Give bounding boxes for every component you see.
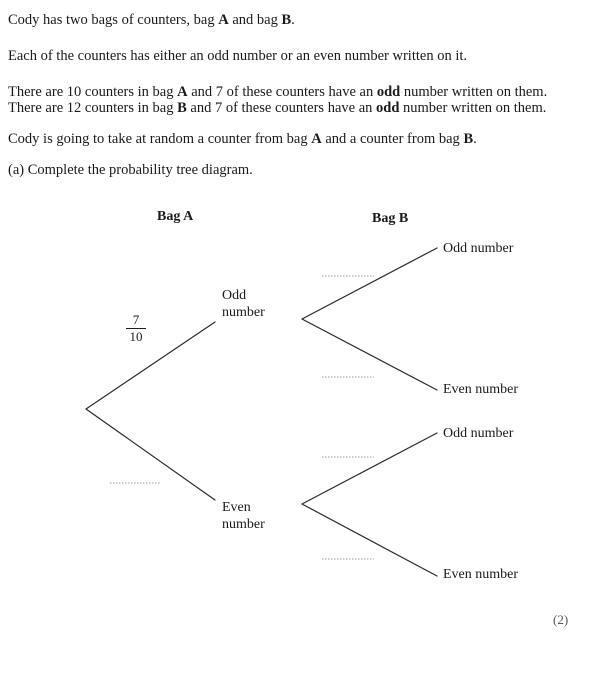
label-a-odd: Odd number bbox=[222, 288, 265, 320]
branch-a-odd bbox=[86, 322, 215, 409]
label-b-even-top: Even number bbox=[443, 382, 519, 397]
branch-b-odd-bottom bbox=[302, 433, 437, 504]
bag-a-info: There are 10 counters in bag A and 7 of these counters have an odd number written on them. bbox=[8, 84, 548, 100]
bag-b-heading: Bag B bbox=[372, 211, 409, 226]
branch-b-even-bottom bbox=[302, 504, 437, 576]
probability-odd-a bbox=[122, 313, 150, 344]
branch-b-odd-top bbox=[302, 248, 437, 319]
bag-b-info: There are 12 counters in bag B and 7 of these counters have an odd number written on them. bbox=[8, 100, 547, 116]
branch-b-even-top bbox=[302, 319, 437, 390]
bag-a-heading: Bag A bbox=[157, 209, 194, 224]
label-b-odd-top: Odd number bbox=[443, 241, 514, 256]
part-a-prompt: (a) Complete the probability tree diagram. bbox=[8, 162, 253, 178]
counters-description: Each of the counters has either an odd number or an even number written on it. bbox=[8, 48, 468, 64]
label-b-even-bottom: Even number bbox=[443, 567, 519, 582]
label-b-odd-bottom: Odd number bbox=[443, 426, 514, 441]
fraction-denominator: 10 bbox=[129, 329, 143, 344]
marks-indicator: (2) bbox=[553, 612, 569, 627]
fraction-numerator: 7 bbox=[132, 312, 140, 327]
branch-a-even bbox=[86, 409, 215, 500]
label-a-even: Even number bbox=[222, 500, 265, 532]
selection-info: Cody is going to take at random a counter from bag A and a counter from bag B. bbox=[8, 131, 477, 147]
intro-line: Cody has two bags of counters, bag A and bag B. bbox=[8, 12, 295, 28]
